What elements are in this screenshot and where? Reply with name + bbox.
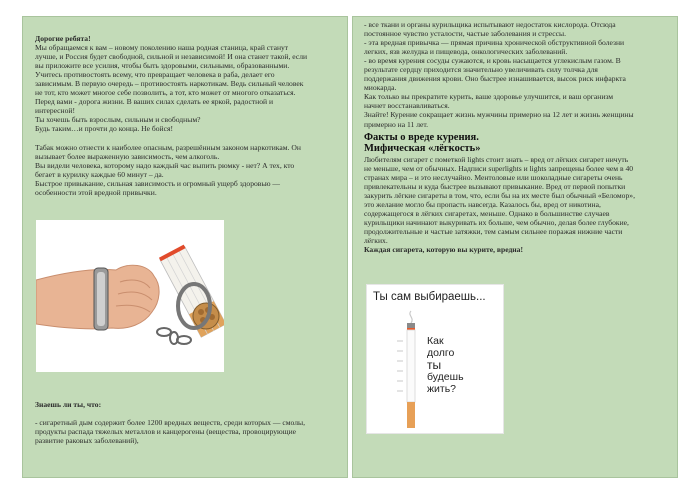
- tobacco-line: Быстрое привыкание, сильная зависимость и огромный ущерб здоровью —: [35, 178, 281, 188]
- know-heading: Знаешь ли ты, что:: [35, 400, 102, 409]
- harm-line: Как только вы прекратите курить, ваше здоровье улучшится, и ваш организм: [364, 92, 614, 102]
- intro-line: Перед вами - дорога жизни. В ваших силах сделать ее яркой, радостной и: [35, 97, 274, 107]
- tobacco-line: особенности этой вредной привычки.: [35, 187, 157, 197]
- facts-heading: Факты о вреде курения.: [364, 131, 479, 143]
- know-line: продукты распада тяжелых металлов и канцерогены (вещества, провоцирующие: [35, 427, 297, 437]
- handcuffed-fist-image: [36, 220, 224, 372]
- tobacco-line: Вы видели человека, которому надо каждый час выпить рюмку - нет? А тех, кто: [35, 160, 295, 170]
- myth-line: продолжительные и частые затяжки, тем самым сильнее поражая нижние части: [364, 226, 623, 236]
- harm-line: постоянное чувство усталости, частые заболевания и стрессы.: [364, 29, 567, 39]
- harm-line: поддержания движения крови. Оно быстрее изнашивается, высок риск инфаркта: [364, 74, 626, 84]
- harm-line: - все ткани и органы курильщика испытывают недостаток кислорода. Отсюда: [364, 20, 616, 29]
- left-intro: [35, 34, 345, 197]
- myth-line: закурить лёгкие сигареты в том, что, если бы на их месте был обычный «Беломор»,: [364, 190, 635, 200]
- poster-q2: долго: [427, 347, 455, 359]
- tobacco-line: вызывает более выраженную зависимость, чем алкоголь.: [35, 151, 220, 161]
- harm-line: миокарда.: [364, 83, 397, 93]
- tobacco-line: бегает в курилку каждые 60 минут – да.: [35, 169, 164, 179]
- myth-line: странах мира – и это неслучайно. Ментоловые или шоколадные сигареты очень: [364, 172, 623, 182]
- myth-line: курильщики начинают выкуривать их больше, чем обычно, делая более глубокие,: [364, 217, 629, 227]
- poster-q4: будешь: [427, 371, 464, 383]
- myth-line: содержащегося в лёгких сигаретах, меньше. Однако в большинстве случаев: [364, 208, 610, 218]
- myth-line: Любителям сигарет с пометкой lights стоит знать – вред от лёгких сигарет ничуть: [364, 154, 629, 164]
- poster-q5: жить?: [427, 383, 457, 395]
- poster-title: Ты сам выбираешь...: [373, 291, 486, 303]
- greeting: Дорогие ребята!: [35, 34, 91, 43]
- warning-text: Каждая сигарета, которую вы курите, вредна!: [364, 245, 524, 255]
- intro-line: не тот, кто может многое себе позволить, а тот, кто может от многого отказаться.: [35, 88, 296, 98]
- intro-line: Ты хочешь быть взрослым, сильным и свободным?: [35, 115, 201, 125]
- choice-poster: [366, 284, 504, 434]
- intro-line: зависимым. В первую очередь – противостоять наркотикам. Ведь сильный человек: [35, 79, 304, 89]
- intro-line: интересной!: [35, 106, 75, 116]
- poster-q3: ты: [427, 358, 442, 372]
- know-line: развитие раковых заболеваний),: [35, 436, 139, 446]
- intro-line: Мы обращаемся к вам – новому поколению наша родная станица, край станут: [35, 43, 289, 53]
- poster-question: [427, 335, 464, 395]
- intro-line: Будь таким…и прочти до конца. Не бойся!: [35, 124, 173, 134]
- harm-line: примерно на 11 лет.: [364, 119, 429, 129]
- myth-line: это желание могло бы пропасть навсегда. Казалось бы, вред от никотина,: [364, 199, 601, 209]
- harm-line: Знайте! Курение сокращает жизнь мужчины примерно на 12 лет и жизнь женщины: [364, 110, 634, 120]
- harm-line: - во время курения сосуды сужаются, и кровь насыщается углекислым газом. В: [364, 56, 621, 66]
- intro-line: вы приложите все усилия, чтобы быть здоровыми, сильными, образованными.: [35, 61, 290, 71]
- harm-line: начнет восстанавливаться.: [364, 101, 450, 111]
- myth-line: привлекательны и куда быстрее вызывают привыкание. Вред от первой попытки: [364, 181, 626, 191]
- intro-line: Учитесь противостоять всему, что превращает человека в раба, делает его: [35, 70, 275, 80]
- myth-heading: Мифическая «лёгкость»: [364, 143, 481, 155]
- poster-q1: Как: [427, 335, 444, 347]
- left-know: [35, 400, 345, 445]
- harm-line: результате сердцу приходится значительно увеличивать силу толчка для: [364, 65, 598, 75]
- intro-line: лучше, и Россия будет свободной, сильной и независимой! И она станет такой, если: [35, 52, 308, 62]
- myth-line: не меньше, чем от обычных. Надписи superlights и lights запрещены более чем в 40: [364, 163, 634, 173]
- know-line: - сигаретный дым содержит более 1200 вредных веществ, среди которых — смолы,: [35, 418, 306, 428]
- harm-line: легких, язв желудка и пищевода, онкологических заболеваний.: [364, 47, 568, 57]
- myth-line: лёгких.: [364, 235, 388, 245]
- right-text: [364, 20, 676, 254]
- harm-line: - эта вредная привычка — прямая причина хронической обструктивной болезни: [364, 38, 625, 48]
- tobacco-line: Табак можно отнести к наиболее опасным, разрешённым законом наркотикам. Он: [35, 142, 301, 152]
